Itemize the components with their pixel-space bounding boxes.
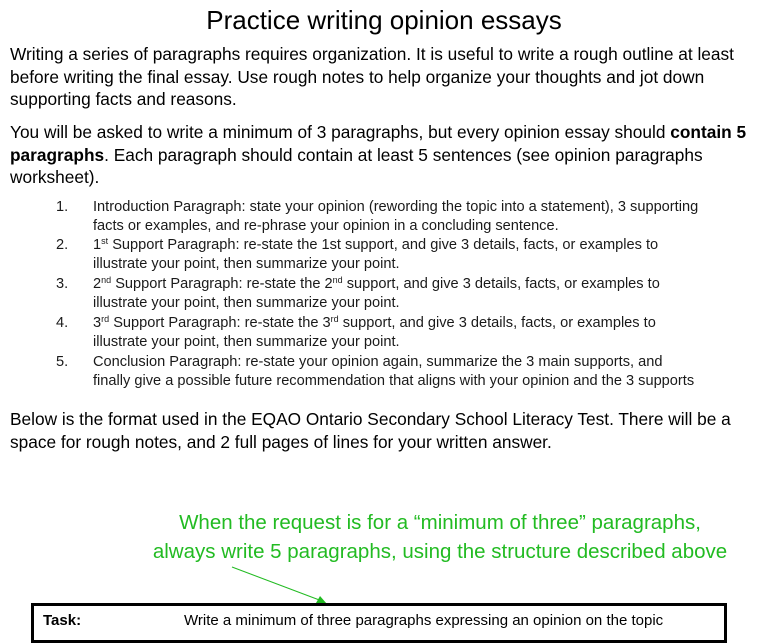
requirement-emphasis: contain 5 paragraphs <box>10 122 747 165</box>
page-title: Practice writing opinion essays <box>206 5 562 35</box>
test-format-paragraph: Below is the format used in the EQAO Ontario Secondary School Literacy Test. There will be a space for rough notes, and 2 full pages of lines for your written answer. <box>10 409 731 452</box>
task-label: Task: <box>43 612 82 629</box>
list-item-line: 2nd Support Paragraph: re-state the 2nd support, and give 3 details, facts, or examples to <box>93 275 660 292</box>
list-item-line: illustrate your point, then summarize your point. <box>93 256 400 272</box>
list-item-line: facts or examples, and re-phrase your opinion in a concluding sentence. <box>93 218 559 234</box>
intro-paragraph: Writing a series of paragraphs requires organization. It is useful to write a rough outline at least before writing the final essay. Use rough notes to help organize your thoughts and jot down supporting facts and reasons. <box>10 44 734 109</box>
list-item-line: Conclusion Paragraph: re-state your opinion again, summarize the 3 main supports, and <box>93 354 663 370</box>
list-item-number: 3. <box>56 276 69 292</box>
list-item-number: 5. <box>56 354 69 370</box>
list-item-line: illustrate your point, then summarize your point. <box>93 334 400 350</box>
task-text: Write a minimum of three paragraphs expressing an opinion on the topic <box>184 612 664 629</box>
list-item-line: Introduction Paragraph: state your opinion (rewording the topic into a statement), 3 supporting <box>93 199 699 215</box>
list-item-number: 1. <box>56 199 69 215</box>
callout-line: When the request is for a “minimum of three” paragraphs, <box>179 511 701 534</box>
list-item-number: 2. <box>56 237 69 253</box>
list-item-line: 1st Support Paragraph: re-state the 1st support, and give 3 details, facts, or examples to <box>93 236 659 253</box>
task-box <box>31 603 727 643</box>
callout-line: always write 5 paragraphs, using the structure described above <box>152 540 728 563</box>
requirement-text-end: . Each paragraph should contain at least 5 sentences (see opinion paragraphs worksheet). <box>10 144 703 187</box>
list-item-line: finally give a possible future recommendation that aligns with your opinion and the 3 supports <box>93 373 695 389</box>
list-item-line: illustrate your point, then summarize your point. <box>93 295 400 311</box>
list-item-number: 4. <box>56 315 69 331</box>
list-item-line: 3rd Support Paragraph: re-state the 3rd support, and give 3 details, facts, or examples to <box>93 314 656 331</box>
requirement-text-start: You will be asked to write a minimum of 3 paragraphs, but every opinion essay should <box>10 122 671 142</box>
